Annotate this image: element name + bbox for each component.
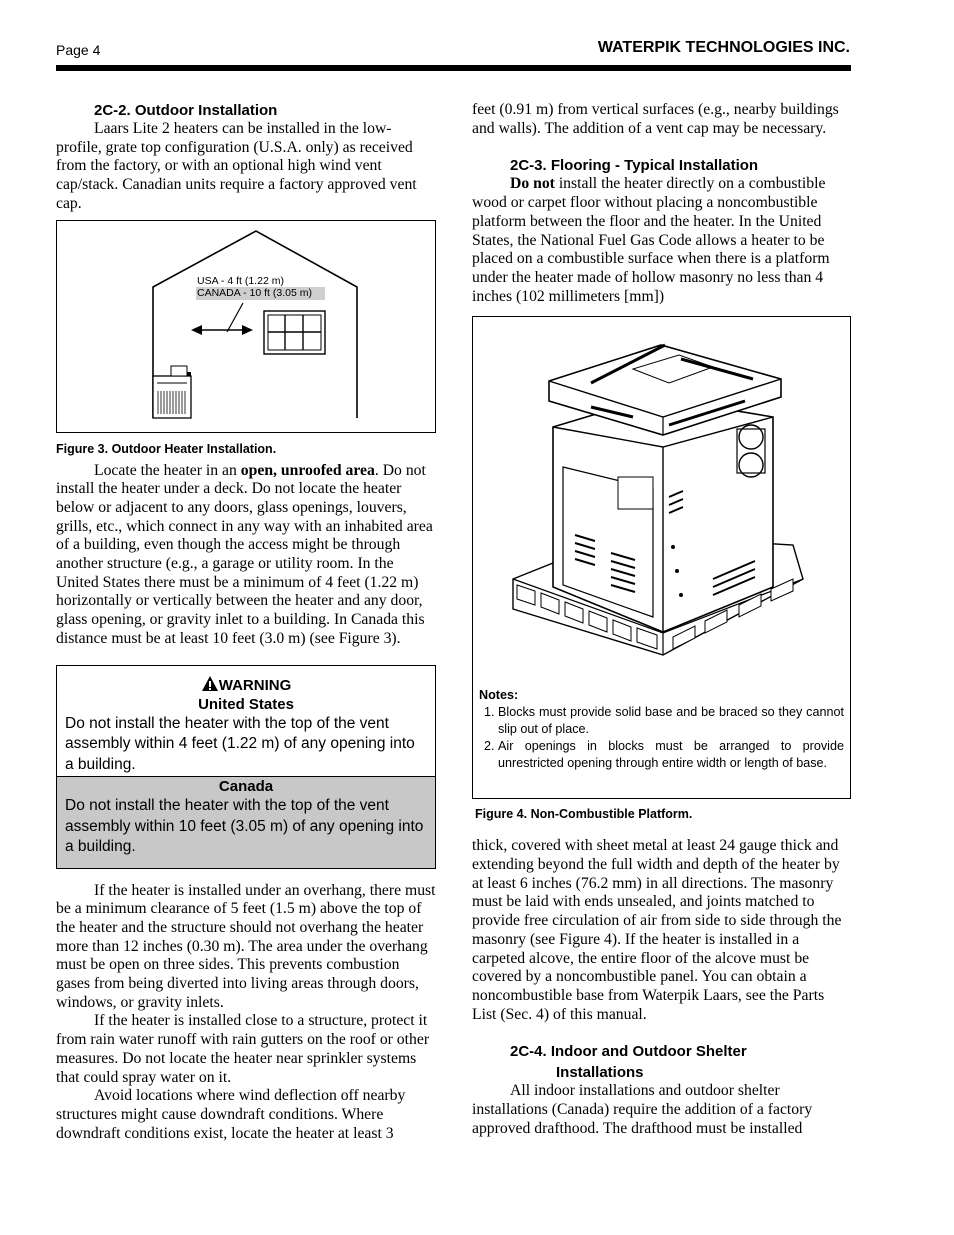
company-name: WATERPIK TECHNOLOGIES INC.	[597, 39, 850, 56]
figure-4-notes	[473, 687, 850, 772]
warning-title-text: WARNING	[218, 676, 292, 694]
usa-clearance-label: USA - 4 ft (1.22 m)	[197, 274, 284, 287]
location-text-a: Locate the heater in an	[94, 461, 241, 479]
continued-paragraph: feet (0.91 m) from vertical surfaces (e.g., nearby buildings and walls). The addition of a vent cap may be necessary.	[472, 101, 839, 137]
warning-us-text: Do not install the heater with the top of the vent assembly within 4 feet (1.22 m) of any opening into a building.	[65, 714, 415, 773]
location-text-c: . Do not install the heater under a deck. Do not locate the heater below or adjacent to any doors, glass openings, louvers, grills, etc., which connect in any way with an inhabited area of a building, even though the access might be through another structure (e.g., a garage or utility room. In the United States there must be a minimum of 4 feet (1.22 m) horizontally or vertically between the heater and any door, glass opening, or gravity inlet to a building. In Canada this distance must be at least 10 feet (3.0 m) (see Figure 3).	[56, 461, 433, 647]
heading-indoor-outdoor-line1: 2C-4. Indoor and Outdoor Shelter	[510, 1043, 747, 1061]
flooring-paragraph	[472, 175, 852, 306]
warning-canada-text: Do not install the heater with the top of the vent assembly within 10 feet (3.05 m) of any opening into a building.	[65, 797, 424, 856]
figure-4-caption: Figure 4. Non-Combustible Platform.	[475, 807, 693, 822]
note-item: 2. Air openings in blocks must be arranged to provide unrestricted opening through entire width or length of base.	[498, 738, 844, 772]
shelter-paragraph: All indoor installations and outdoor shelter installations (Canada) require the addition of a factory approved drafthood. The drafthood must be installed	[472, 1082, 813, 1137]
heater-platform-illustration	[473, 317, 850, 682]
heading-flooring: 2C-3. Flooring - Typical Installation	[510, 157, 759, 175]
page-number: Page 4	[56, 42, 101, 58]
header-rule	[56, 65, 851, 71]
flooring-text: install the heater directly on a combustible wood or carpet floor without placing a noncombustible platform between the floor and the heater. In the United States, the National Fuel Gas Code allows a heater to be placed on a combustible surface when there is a platform under the heater made of hollow masonry no less than 4 inches (102 millimeters [mm])	[472, 175, 830, 305]
masonry-paragraph: thick, covered with sheet metal at least 24 gauge thick and extending beyond the full width and depth of the heater by at least 6 inches (76.2 mm) in all directions. The masonry must be laid with ends unsealed, and joints matched to provide free circulation of air from side to side through the masonry (see Figure 4). If the heater is installed in a carpeted alcove, the entire floor of the alcove must be covered by a noncombustible panel. You can obtain a noncombustible base from Waterpik Laars, see the Parts List (Sec. 4) of this manual.	[472, 837, 842, 1023]
figure-3-caption: Figure 3. Outdoor Heater Installation.	[56, 441, 277, 456]
location-paragraph	[56, 462, 436, 649]
downdraft-paragraph: Avoid locations where wind deflection off nearby structures might cause downdraft conditions. Where downdraft conditions exist, locate the heater at least 3	[56, 1087, 406, 1142]
canada-clearance-label: CANADA - 10 ft (3.05 m)	[197, 286, 312, 299]
overhang-paragraph: If the heater is installed under an overhang, there must be a minimum clearance of 5 feet (1.5 m) above the top of the heater and the structure should not overhang the heater more than 12 inches (0.30 m). The area under the overhang must be open on three sides. This prevents combustion gases from being diverted into living areas through doors, windows, or gravity inlets.	[56, 881, 436, 1011]
notes-title: Notes:	[479, 688, 519, 703]
heading-indoor-outdoor-line2: Installations	[556, 1064, 644, 1082]
flooring-bold-text: Do not	[510, 175, 555, 193]
warning-triangle-icon	[201, 675, 219, 692]
heading-outdoor-installation: 2C-2. Outdoor Installation	[94, 102, 278, 119]
warning-title	[57, 675, 435, 695]
warning-canada-heading: Canada	[218, 778, 274, 796]
outdoor-intro-paragraph: Laars Lite 2 heaters can be installed in the low-profile, grate top configuration (U.S.A. only) as received from the factory, or with an optional high wind vent cap/stack. Canadian units require a factory approved vent cap.	[56, 120, 417, 212]
warning-us-heading: United States	[198, 695, 294, 713]
left-column	[56, 101, 436, 1143]
note-item: 1. Blocks must provide solid base and be braced so they cannot slip out of place.	[498, 704, 844, 738]
warning-box	[56, 665, 436, 869]
figure-3-box	[56, 220, 436, 433]
figure-4-box	[472, 316, 851, 799]
runoff-paragraph: If the heater is installed close to a structure, protect it from rain water runoff with rain gutters on the roof or other measures. Do not locate the heater near sprinkler systems that could spray water on it.	[56, 1012, 430, 1086]
location-text-bold: open, unroofed area	[240, 461, 375, 479]
warning-canada-section	[57, 776, 435, 868]
right-column	[472, 101, 852, 1138]
outdoor-installation-diagram	[57, 221, 435, 432]
